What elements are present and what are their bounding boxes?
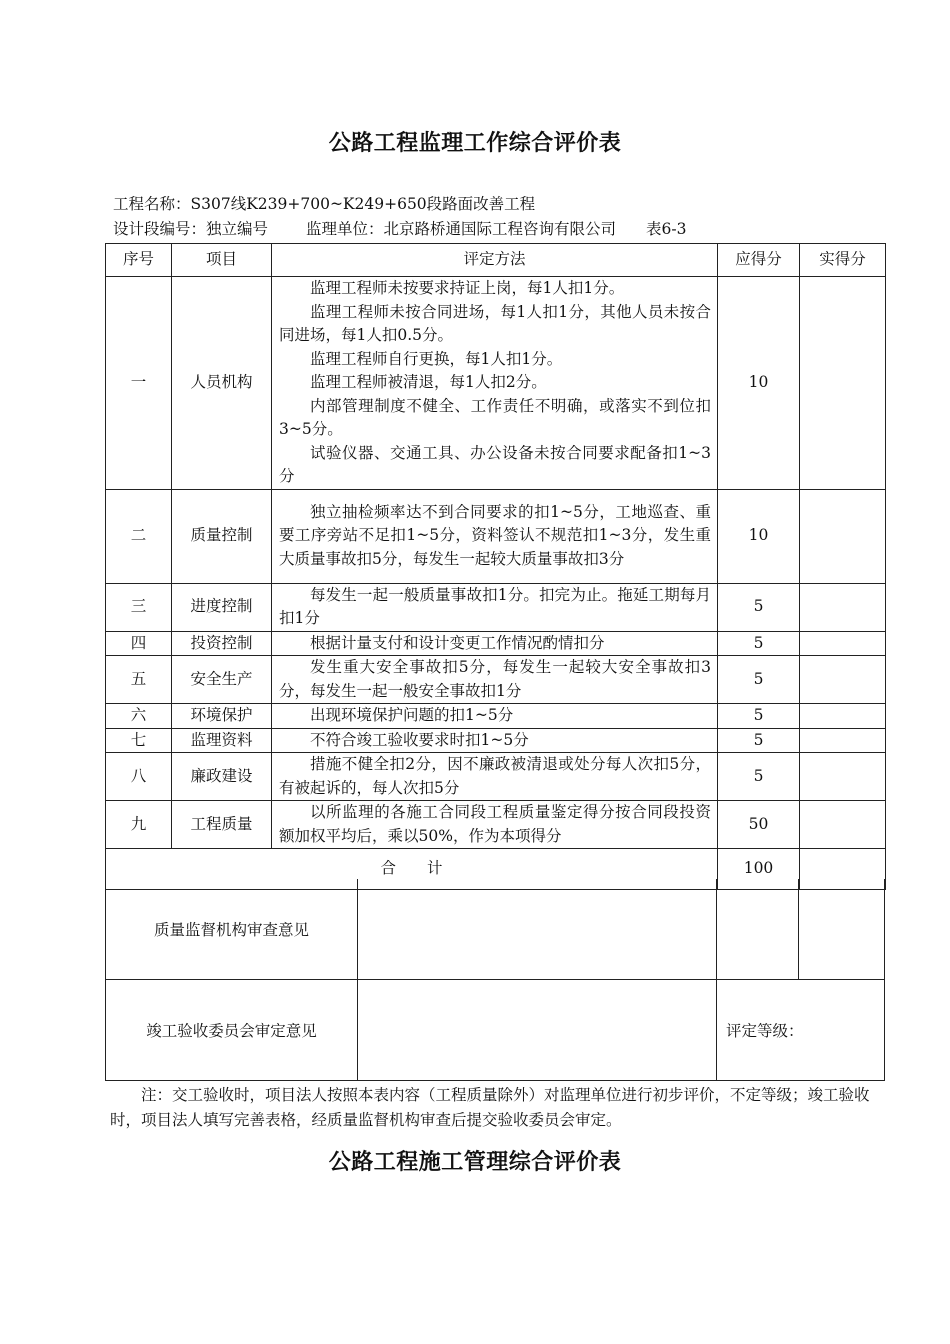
table-row <box>106 489 886 583</box>
header-item: 项目 <box>172 244 272 277</box>
row-due-score: 10 <box>718 489 800 583</box>
row-no: 九 <box>106 801 172 849</box>
method-line: 不符合竣工验收要求时扣1~5分 <box>310 730 529 749</box>
row-actual-score <box>800 277 886 490</box>
review-opinion-label: 质量监督机构审查意见 <box>105 879 358 980</box>
table-row <box>106 704 886 729</box>
total-label: 合 计 <box>106 849 718 890</box>
row-due-score: 5 <box>718 753 800 801</box>
row-method <box>272 489 718 583</box>
method-line: 以所监理的各施工合同段工程质量鉴定得分按合同段投资额加权平均后，乘以50%，作为本项得分 <box>279 803 711 845</box>
row-method <box>272 728 718 753</box>
table-row <box>106 631 886 656</box>
row-due-score: 5 <box>718 631 800 656</box>
row-method <box>272 277 718 490</box>
row-actual-score <box>800 704 886 729</box>
table-row <box>106 753 886 801</box>
method-line: 监理工程师未按合同进场，每1人扣1分，其他人员未按合同进场，每1人扣0.5分。 <box>279 302 711 344</box>
final-opinion-label: 竣工验收委员会审定意见 <box>105 979 358 1081</box>
grade-label: 评定等级： <box>716 979 885 1081</box>
header-info-line <box>113 217 687 239</box>
header-actual-score: 实得分 <box>800 244 886 277</box>
row-method <box>272 801 718 849</box>
row-item: 监理资料 <box>172 728 272 753</box>
final-opinion-field[interactable] <box>357 979 717 1081</box>
total-score: 100 <box>718 849 800 890</box>
row-actual-score <box>800 753 886 801</box>
review-opinion-field[interactable] <box>357 879 717 980</box>
table-row <box>106 277 886 490</box>
row-due-score: 5 <box>718 583 800 631</box>
row-method <box>272 753 718 801</box>
row-item: 投资控制 <box>172 631 272 656</box>
review-score-cell <box>716 879 799 980</box>
row-actual-score <box>800 728 886 753</box>
row-no: 一 <box>106 277 172 490</box>
row-due-score: 5 <box>718 728 800 753</box>
method-line: 试验仪器、交通工具、办公设备未按合同要求配备扣1~3分 <box>279 443 711 485</box>
row-due-score: 5 <box>718 656 800 704</box>
row-no: 四 <box>106 631 172 656</box>
method-line: 每发生一起一般质量事故扣1分。扣完为止。拖延工期每月扣1分 <box>279 585 711 627</box>
project-name: 工程名称：S307线K239+700~K249+650段路面改善工程 <box>113 195 536 213</box>
row-item: 进度控制 <box>172 583 272 631</box>
method-line: 出现环境保护问题的扣1~5分 <box>310 706 514 724</box>
table-row <box>106 801 886 849</box>
row-no: 八 <box>106 753 172 801</box>
header-due-score: 应得分 <box>718 244 800 277</box>
row-method <box>272 656 718 704</box>
method-line: 发生重大安全事故扣5分，每发生一起较大安全事故扣3分，每发生一起一般安全事故扣1分 <box>279 658 711 700</box>
row-no: 二 <box>106 489 172 583</box>
method-line: 独立抽检频率达不到合同要求的扣1~5分，工地巡查、重要工序旁站不足扣1~5分，资料签认不规范扣1~3分，发生重大质量事故扣5分，每发生一起较大质量事故扣3分 <box>279 502 711 568</box>
next-document-title: 公路工程施工管理综合评价表 <box>328 1149 622 1175</box>
row-no: 五 <box>106 656 172 704</box>
method-line: 根据计量支付和设计变更工作情况酌情扣分 <box>310 633 605 652</box>
row-due-score: 50 <box>718 801 800 849</box>
row-actual-score <box>800 656 886 704</box>
method-line: 监理工程师未按要求持证上岗，每1人扣1分。 <box>310 279 625 297</box>
row-actual-score <box>800 631 886 656</box>
row-due-score: 5 <box>718 704 800 729</box>
opinion-section <box>105 879 885 1081</box>
row-actual-score <box>800 801 886 849</box>
table-number: 表6-3 <box>646 220 687 238</box>
row-item: 工程质量 <box>172 801 272 849</box>
header-method: 评定方法 <box>272 244 718 277</box>
section-number: 设计段编号：独立编号 <box>113 220 269 238</box>
row-method <box>272 583 718 631</box>
table-row <box>106 656 886 704</box>
row-no: 六 <box>106 704 172 729</box>
row-actual-score <box>800 583 886 631</box>
row-no: 三 <box>106 583 172 631</box>
row-item: 安全生产 <box>172 656 272 704</box>
header-no: 序号 <box>106 244 172 277</box>
row-method <box>272 704 718 729</box>
supervision-unit: 监理单位：北京路桥通国际工程咨询有限公司 <box>306 220 617 238</box>
method-line: 监理工程师自行更换，每1人扣1分。 <box>310 349 563 368</box>
method-line: 措施不健全扣2分，因不廉政被清退或处分每人次扣5分，有被起诉的，每人次扣5分 <box>279 755 711 797</box>
table-row <box>106 728 886 753</box>
row-method <box>272 631 718 656</box>
review-actual-cell <box>798 879 885 980</box>
row-item: 人员机构 <box>172 277 272 490</box>
table-row <box>106 583 886 631</box>
method-line: 内部管理制度不健全、工作责任不明确，或落实不到位扣3~5分。 <box>279 396 711 438</box>
row-item: 廉政建设 <box>172 753 272 801</box>
row-item: 环境保护 <box>172 704 272 729</box>
method-line: 监理工程师被清退，每1人扣2分。 <box>310 373 547 391</box>
row-item: 质量控制 <box>172 489 272 583</box>
row-due-score: 10 <box>718 277 800 490</box>
row-actual-score <box>800 489 886 583</box>
table-header-row <box>106 244 886 277</box>
evaluation-table <box>105 243 886 890</box>
row-no: 七 <box>106 728 172 753</box>
document-title: 公路工程监理工作综合评价表 <box>328 130 622 156</box>
footnote: 注：交工验收时，项目法人按照本表内容（工程质量除外）对监理单位进行初步评价，不定等级；竣工验收时，项目法人填写完善表格，经质量监督机构审查后提交验收委员会审定。 <box>110 1086 870 1129</box>
